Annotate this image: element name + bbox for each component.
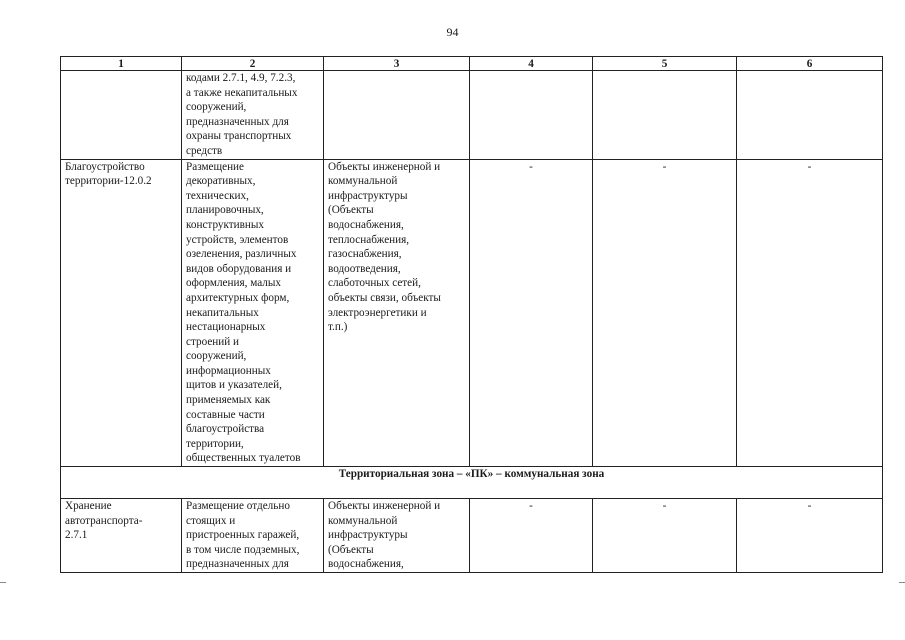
text-line: благоустройства	[186, 423, 265, 436]
text-line: применяемых как	[186, 394, 271, 407]
text-line: общественных туалетов	[186, 452, 301, 465]
cell-land-use-description	[182, 159, 324, 466]
text-line: устройств, элементов	[186, 233, 289, 246]
text-line: коммунальной	[328, 175, 398, 188]
table-row-landscaping	[61, 159, 883, 466]
cell-continuation-description	[182, 71, 324, 160]
cell-empty	[470, 71, 593, 160]
text-line: видов оборудования и	[186, 262, 292, 275]
text-line: электроэнергетики и	[328, 306, 427, 319]
header-col-2: 2	[182, 57, 324, 71]
cell-land-use-type	[61, 499, 182, 573]
text-line: информационных	[186, 364, 271, 377]
text-line: стоящих и	[186, 514, 236, 527]
table-row-storage	[61, 499, 883, 573]
cell-empty	[593, 71, 737, 160]
text-line: т.п.)	[328, 321, 348, 334]
text-line: водоотведения,	[328, 262, 401, 275]
text-line: инфраструктуры	[328, 189, 408, 202]
text-line: архитектурных форм,	[186, 291, 290, 304]
cell-col6-value: -	[737, 159, 883, 466]
zone-heading: Территориальная зона – «ПК» – коммунальная зона	[61, 467, 883, 499]
text-line: конструктивных	[186, 218, 265, 231]
cell-empty	[324, 71, 470, 160]
text-line: предназначенных для	[186, 115, 289, 128]
cell-empty	[61, 71, 182, 160]
text-line: нестационарных	[186, 321, 266, 334]
table-row-continuation	[61, 71, 883, 160]
cell-land-use-type	[61, 159, 182, 466]
cell-col5-value: -	[593, 159, 737, 466]
text-line: территории,	[186, 437, 244, 450]
text-line: сооружений,	[186, 101, 247, 114]
cell-col5-value: -	[593, 499, 737, 573]
text-line: пристроенных гаражей,	[186, 529, 300, 542]
text-line: водоснабжения,	[328, 218, 404, 231]
text-line: объекты связи, объекты	[328, 291, 441, 304]
header-col-1: 1	[61, 57, 182, 71]
text-line: инфраструктуры	[328, 529, 408, 542]
text-line: планировочных,	[186, 204, 264, 217]
header-row	[61, 57, 883, 71]
text-line: Благоустройство	[65, 160, 145, 173]
header-col-3: 3	[324, 57, 470, 71]
zoning-table	[60, 56, 883, 573]
text-line: Размещение отдельно	[186, 500, 290, 513]
text-line: предназначенных для	[186, 558, 289, 571]
text-line: кодами 2.7.1, 4.9, 7.2.3,	[186, 72, 296, 84]
text-line: Объекты инженерной и	[328, 500, 441, 513]
table-row-zone-heading	[61, 467, 883, 499]
margin-mark-left	[0, 582, 6, 583]
cell-col4-value: -	[470, 499, 593, 573]
cell-permitted-objects	[324, 159, 470, 466]
text-line: средств	[186, 144, 223, 157]
text-line: декоративных,	[186, 175, 256, 188]
text-line: водоснабжения,	[328, 558, 404, 571]
text-line: 2.7.1	[65, 529, 88, 542]
text-line: технических,	[186, 189, 249, 202]
text-line: охраны транспортных	[186, 130, 292, 143]
text-line: коммунальной	[328, 514, 398, 527]
text-line: сооружений,	[186, 350, 247, 363]
text-line: Объекты инженерной и	[328, 160, 441, 173]
text-line: в том числе подземных,	[186, 543, 300, 556]
text-line: а также некапитальных	[186, 86, 298, 99]
text-line: составные части	[186, 408, 265, 421]
text-line: некапитальных	[186, 306, 259, 319]
text-line: слаботочных сетей,	[328, 277, 421, 290]
text-line: Хранение	[65, 500, 112, 513]
text-line: (Объекты	[328, 204, 374, 217]
cell-empty	[737, 71, 883, 160]
page-number: 94	[446, 25, 459, 39]
header-col-5: 5	[593, 57, 737, 71]
text-line: территории-12.0.2	[65, 175, 152, 188]
header-col-6: 6	[737, 57, 883, 71]
text-line: (Объекты	[328, 543, 374, 556]
cell-land-use-description	[182, 499, 324, 573]
cell-col4-value: -	[470, 159, 593, 466]
cell-permitted-objects	[324, 499, 470, 573]
text-line: озеленения, различных	[186, 248, 297, 261]
text-line: строений и	[186, 335, 240, 348]
text-line: щитов и указателей,	[186, 379, 282, 392]
text-line: Размещение	[186, 160, 245, 173]
margin-mark-right	[899, 582, 905, 583]
text-line: газоснабжения,	[328, 248, 402, 261]
text-line: автотранспорта-	[65, 514, 143, 527]
text-line: теплоснабжения,	[328, 233, 410, 246]
text-line: оформления, малых	[186, 277, 281, 290]
header-col-4: 4	[470, 57, 593, 71]
cell-col6-value: -	[737, 499, 883, 573]
